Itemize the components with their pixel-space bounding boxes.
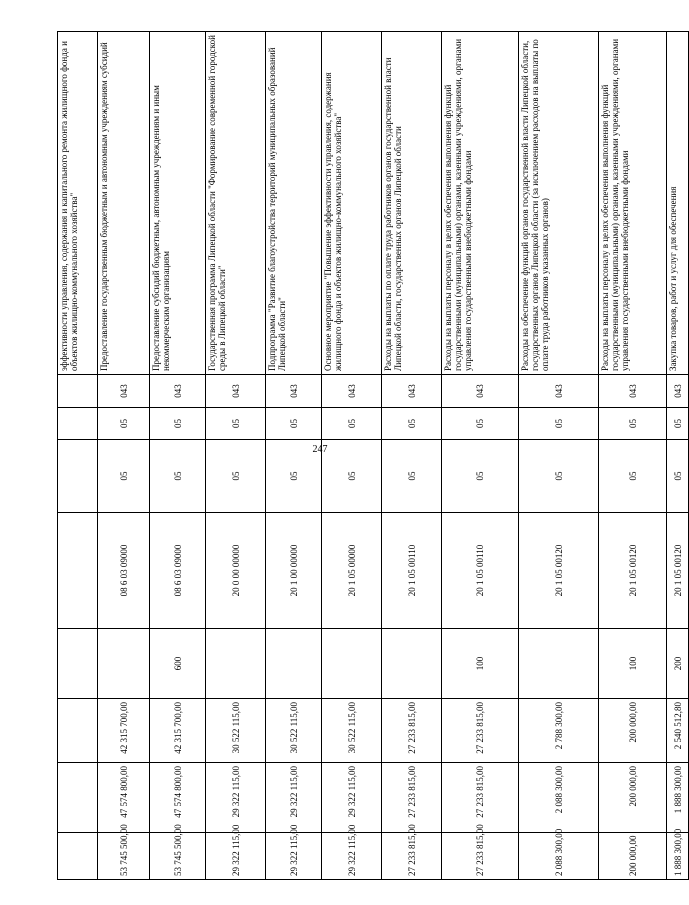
cell-sum-year1: 30 522 115,00 [206, 699, 266, 763]
cell-name: Основное мероприятие "Повышение эффективности управления, содержания жилищного фонда и объектов жилищно-коммунального хозяйства" [322, 32, 382, 375]
cell-sum-year3: 200 000,00 [599, 833, 667, 880]
cell-sum-year3: 29 322 115,00 [206, 833, 266, 880]
cell-administrator [58, 375, 98, 408]
table-row [206, 32, 266, 880]
cell-sum-year3: 27 233 815,00 [382, 833, 442, 880]
cell-name: эффективности управления, содержания и капитального ремонта жилищного фонда и объектов жилищно-коммунального хозяйства" [58, 32, 98, 375]
cell-sum-year2 [58, 763, 98, 833]
cell-administrator: 043 [150, 375, 206, 408]
cell-expense-type [322, 629, 382, 699]
cell-target-article: 20 1 05 00120 [667, 513, 689, 629]
cell-expense-type [58, 629, 98, 699]
cell-sum-year2: 47 574 800,00 [98, 763, 150, 833]
cell-subsection: 05 [98, 440, 150, 513]
table-row [98, 32, 150, 880]
cell-section: 05 [98, 408, 150, 440]
cell-sum-year3: 27 233 815,00 [442, 833, 519, 880]
cell-sum-year1: 27 233 815,00 [382, 699, 442, 763]
cell-sum-year1: 30 522 115,00 [266, 699, 322, 763]
table-body [58, 32, 689, 880]
cell-sum-year1: 42 315 700,00 [150, 699, 206, 763]
cell-sum-year2: 27 233 815,00 [382, 763, 442, 833]
cell-sum-year3: 29 322 115,00 [266, 833, 322, 880]
cell-expense-type [206, 629, 266, 699]
cell-administrator: 043 [667, 375, 689, 408]
cell-target-article: 20 1 05 00110 [382, 513, 442, 629]
cell-target-article [58, 513, 98, 629]
cell-sum-year3 [58, 833, 98, 880]
table-row [150, 32, 206, 880]
cell-subsection: 05 [519, 440, 599, 513]
table-row [322, 32, 382, 880]
cell-name: Расходы на обеспечение функций органов государственной власти Липецкой области, государственных органов Липецкой области (за исключением расходов на выплаты по оплате труда работников указанных органов) [519, 32, 599, 375]
cell-expense-type: 100 [599, 629, 667, 699]
cell-sum-year1: 200 000,00 [599, 699, 667, 763]
cell-section: 05 [150, 408, 206, 440]
cell-sum-year3: 2 088 300,00 [519, 833, 599, 880]
page-number: 247 [312, 444, 328, 455]
cell-sum-year1: 42 315 700,00 [98, 699, 150, 763]
cell-target-article: 20 1 05 00110 [442, 513, 519, 629]
cell-name: Предоставление государственным бюджетным и автономным учреждениям субсидий [98, 32, 150, 375]
cell-subsection: 05 [599, 440, 667, 513]
cell-administrator: 043 [98, 375, 150, 408]
cell-name: Расходы на выплаты по оплате труда работников органов государственной власти Липецкой области, государственных органов Липецкой области [382, 32, 442, 375]
budget-table [57, 31, 689, 880]
cell-expense-type [98, 629, 150, 699]
cell-sum-year2: 29 322 115,00 [266, 763, 322, 833]
cell-administrator: 043 [442, 375, 519, 408]
cell-section [58, 408, 98, 440]
cell-name: Государственная программа Липецкой области "Формирование современной городской среды в Липецкой области" [206, 32, 266, 375]
cell-section: 05 [382, 408, 442, 440]
table-row [519, 32, 599, 880]
cell-administrator: 043 [266, 375, 322, 408]
cell-sum-year1: 27 233 815,00 [442, 699, 519, 763]
cell-expense-type [266, 629, 322, 699]
cell-expense-type [382, 629, 442, 699]
cell-sum-year3: 53 745 500,00 [98, 833, 150, 880]
cell-target-article: 20 1 05 00120 [519, 513, 599, 629]
cell-administrator: 043 [519, 375, 599, 408]
cell-sum-year3: 1 888 300,00 [667, 833, 689, 880]
table-row [382, 32, 442, 880]
cell-section: 05 [206, 408, 266, 440]
table-row [58, 32, 98, 880]
cell-name: Подпрограмма "Развитие благоустройства территорий муниципальных образований Липецкой области" [266, 32, 322, 375]
cell-target-article: 08 6 03 09000 [98, 513, 150, 629]
cell-sum-year2: 200 000,00 [599, 763, 667, 833]
cell-expense-type: 100 [442, 629, 519, 699]
table-row [667, 32, 689, 880]
cell-target-article: 20 1 00 00000 [266, 513, 322, 629]
cell-sum-year2: 29 322 115,00 [322, 763, 382, 833]
cell-name: Предоставление субсидий бюджетным, автономным учреждениям и иным некоммерческим организациям [150, 32, 206, 375]
cell-subsection: 05 [442, 440, 519, 513]
cell-name: Расходы на выплаты персоналу в целях обеспечения выполнения функций государственными (муниципальными) органами, казенными учреждениями, органами управления государственными внебюджетными фондами [599, 32, 667, 375]
cell-sum-year1: 2 788 300,00 [519, 699, 599, 763]
cell-sum-year2: 29 322 115,00 [206, 763, 266, 833]
cell-section: 05 [667, 408, 689, 440]
cell-administrator: 043 [382, 375, 442, 408]
cell-target-article: 20 0 00 00000 [206, 513, 266, 629]
cell-sum-year3: 53 745 500,00 [150, 833, 206, 880]
cell-sum-year1: 30 522 115,00 [322, 699, 382, 763]
cell-name: Закупка товаров, работ и услуг для обеспечения [667, 32, 689, 375]
cell-subsection: 05 [266, 440, 322, 513]
cell-expense-type: 200 [667, 629, 689, 699]
cell-sum-year3: 29 322 115,00 [322, 833, 382, 880]
cell-target-article: 20 1 05 00120 [599, 513, 667, 629]
cell-expense-type: 600 [150, 629, 206, 699]
cell-name: Расходы на выплаты персоналу в целях обеспечения выполнения функций государственными (муниципальными) органами, казенными учреждениями, органами управления государственными внебюджетными фондами [442, 32, 519, 375]
cell-subsection [58, 440, 98, 513]
cell-subsection: 05 [322, 440, 382, 513]
cell-administrator: 043 [599, 375, 667, 408]
cell-sum-year2: 1 888 300,00 [667, 763, 689, 833]
cell-target-article: 08 6 03 09000 [150, 513, 206, 629]
cell-section: 05 [599, 408, 667, 440]
cell-subsection: 05 [206, 440, 266, 513]
table-row [442, 32, 519, 880]
cell-sum-year2: 2 088 300,00 [519, 763, 599, 833]
cell-section: 05 [322, 408, 382, 440]
table-row [266, 32, 322, 880]
cell-subsection: 05 [150, 440, 206, 513]
table-row [599, 32, 667, 880]
cell-subsection: 05 [667, 440, 689, 513]
cell-administrator: 043 [206, 375, 266, 408]
cell-section: 05 [519, 408, 599, 440]
cell-sum-year1 [58, 699, 98, 763]
cell-section: 05 [442, 408, 519, 440]
cell-target-article: 20 1 05 00000 [322, 513, 382, 629]
cell-section: 05 [266, 408, 322, 440]
cell-subsection: 05 [382, 440, 442, 513]
table-container [57, 32, 683, 880]
cell-sum-year1: 2 540 512,80 [667, 699, 689, 763]
cell-sum-year2: 47 574 800,00 [150, 763, 206, 833]
cell-administrator: 043 [322, 375, 382, 408]
cell-sum-year2: 27 233 815,00 [442, 763, 519, 833]
cell-expense-type [519, 629, 599, 699]
